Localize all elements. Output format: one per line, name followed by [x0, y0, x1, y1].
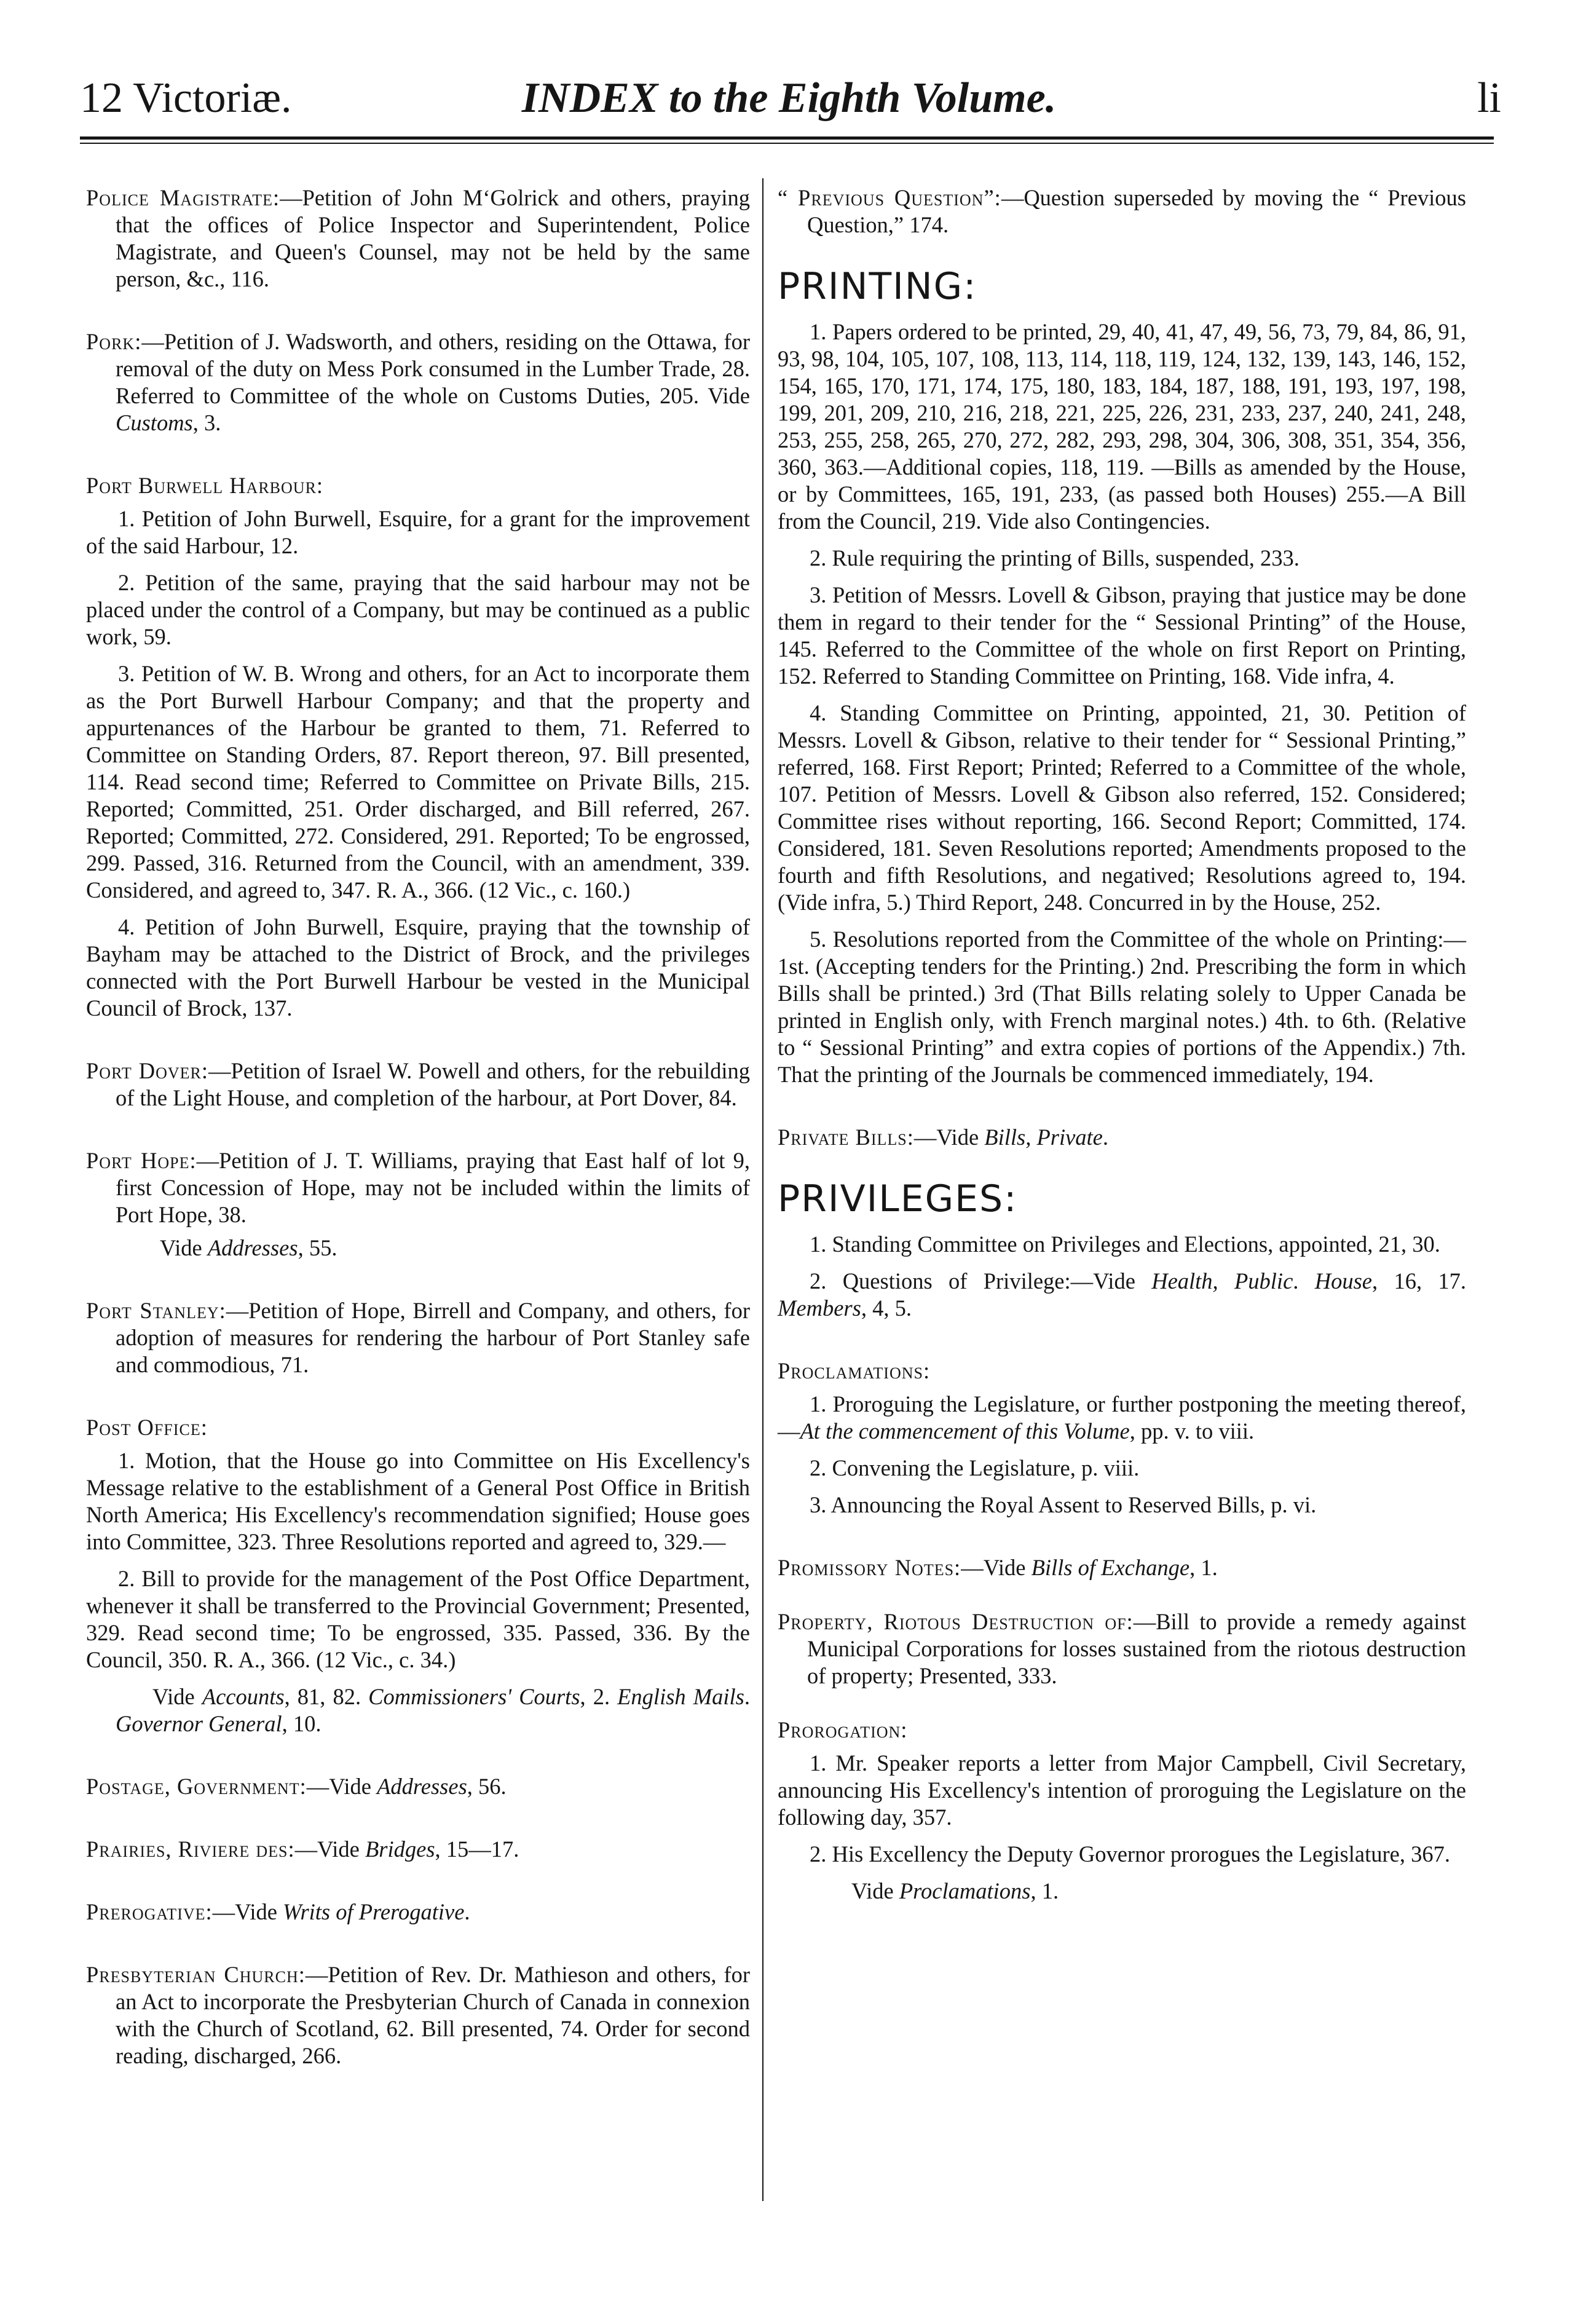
entry-head-line	[86, 472, 750, 499]
entry-head: Post Office:	[86, 1415, 208, 1440]
entry-promissory-notes	[778, 1554, 1466, 1581]
entry-port-stanley	[86, 1297, 750, 1378]
entry-head: Promissory Notes:	[778, 1555, 961, 1580]
cross-reference: English Mails	[617, 1684, 744, 1709]
sub-item: 2. Bill to provide for the management of the Post Office Department, whenever it shall be transferred to the Provincial Government; Presented, 329. Read second time; To be engrossed, 335. Passed, 336. By the Council, 350. R. A., 366. (12 Vic., c. 34.)	[86, 1566, 750, 1672]
sub-item: 3. Announcing the Royal Assent to Reserved Bills, p. vi.	[810, 1492, 1317, 1517]
section-heading-printing: PRINTING:	[778, 265, 977, 308]
entry-text: , 16, 17.	[1372, 1268, 1467, 1294]
cross-reference: Members	[778, 1295, 861, 1321]
cross-reference: Addresses	[207, 1235, 298, 1260]
entry-text: 1. Proroguing the Legislature, or further postponing the meeting thereof,—	[778, 1391, 1466, 1444]
entry-text: —Petition of John M‘Golrick and others, praying that the offices of Police Inspector and Superintendent, Police Magistrate, and Queen's Counsel, may not be held by the same person, &c., 116.	[116, 185, 750, 291]
vide-line	[86, 1235, 750, 1262]
cross-reference: Bills, Private	[984, 1124, 1103, 1150]
entry-head: Port Burwell Harbour:	[86, 473, 324, 498]
running-head-left: 12 Victoriæ.	[80, 74, 292, 122]
vide-label: Vide	[851, 1878, 899, 1903]
entry-head-line	[778, 1717, 1466, 1744]
header-rule-thin	[80, 143, 1494, 144]
cross-reference: Addresses	[377, 1774, 467, 1799]
entry-prairies-riviere-des	[86, 1836, 750, 1863]
entry-text: —Petition of Hope, Birrell and Company, and others, for adoption of measures for rendering the harbour of Port Stanley safe and commodious, 71.	[116, 1298, 750, 1377]
entry-text: —Petition of Israel W. Powell and others, for the rebuilding of the Light House, and completion of the harbour, at Port Dover, 84.	[116, 1058, 750, 1110]
sub-item: 3. Petition of W. B. Wrong and others, for an Act to incorporate them as the Port Burwell Harbour Company; and that the property and appurtenances of the Harbour be granted to them, 71. Referred to Committee on Standing Orders, 87. Report thereon, 97. Bill presented, 114. Read second time; Referred to Committee on Private Bills, 215. Reported; Committed, 251. Order discharged, and Bill referred, 267. Reported; Committed, 272. Considered, 291. Reported; To be engrossed, 299. Passed, 316. Returned from the Council, with an amendment, 339. Considered, and agreed to, 347. R. A., 366. (12 Vic., c. 160.)	[86, 661, 750, 903]
cross-reference: House	[1314, 1268, 1372, 1294]
entry-text: , 56.	[467, 1774, 507, 1799]
entry-text: , 4, 5.	[861, 1295, 912, 1321]
entry-proclamations	[778, 1358, 1466, 1519]
entry-head: Property, Riotous Destruction of:	[778, 1609, 1134, 1634]
entry-presbyterian-church	[86, 1961, 750, 2069]
entry-head: Police Magistrate:	[86, 185, 280, 210]
running-head-title: INDEX to the Eighth Volume.	[521, 74, 1057, 122]
header-rule-thick	[80, 136, 1494, 140]
sub-item: 2. Petition of the same, praying that the said harbour may not be placed under the control of a Company, but may be continued as a public work, 59.	[86, 570, 750, 649]
sub-item: 1. Mr. Speaker reports a letter from Major Campbell, Civil Secretary, announcing His Excellency's intention of proroguing the Legislature on the following day, 357.	[778, 1750, 1466, 1830]
sub-item: 2. Convening the Legislature, p. viii.	[810, 1455, 1140, 1480]
cross-reference: Health, Public	[1151, 1268, 1293, 1294]
entry-head: Prerogative:	[86, 1899, 213, 1924]
entry-police-magistrate	[86, 184, 750, 293]
cross-reference: Accounts	[202, 1684, 285, 1709]
entry-text: —Bill to provide a remedy against Municipal Corporations for losses sustained from the riotous destruction of property; Presented, 333.	[807, 1609, 1466, 1688]
left-column	[86, 184, 750, 2105]
entry-pork	[86, 328, 750, 437]
cross-reference: At the commencement of this Volume	[800, 1418, 1130, 1444]
sub-item: 1. Motion, that the House go into Committee on His Excellency's Message relative to the establishment of a General Post Office in British North America; His Excellency's recommendation signified; House goes into Committee, 323. Three Resolutions reported and agreed to, 329.—	[86, 1448, 750, 1554]
entry-head: Pork:	[86, 329, 142, 354]
cross-reference: Proclamations	[899, 1878, 1031, 1903]
entry-text: —Vide	[294, 1836, 365, 1862]
entry-post-office	[86, 1414, 750, 1737]
sub-item	[778, 1391, 1466, 1445]
entry-text: .	[1102, 1124, 1109, 1150]
right-column	[778, 184, 1466, 1940]
section-privileges	[778, 1178, 1466, 1322]
entry-head-line	[778, 1358, 1466, 1385]
entry-text: —Vide	[913, 1124, 985, 1150]
entry-port-dover	[86, 1057, 750, 1112]
cross-reference: Writs of Prerogative	[283, 1899, 465, 1924]
entry-text: —Question superseded by moving the “ Previous Question,” 174.	[807, 185, 1466, 237]
entry-head: “ Previous Question”:	[778, 185, 1001, 210]
entry-private-bills	[778, 1124, 1466, 1151]
entry-head: Port Dover:	[86, 1058, 209, 1083]
entry-property-riotous-destruction	[778, 1608, 1466, 1690]
section-heading-privileges: PRIVILEGES:	[778, 1177, 1018, 1220]
entry-port-hope	[86, 1147, 750, 1262]
cross-reference: Customs	[116, 410, 193, 435]
sub-item: 1. Papers ordered to be printed, 29, 40, 41, 47, 49, 56, 73, 79, 84, 86, 91, 93, 98, 104, 105, 107, 108, 113, 114, 118, 119, 124, 132, 139, 143, 146, 152, 154, 165, 170, 171, 174, 175, 180, 183, 184, 187, 188, 191, 193, 197, 198, 199, 201, 209, 210, 216, 218, 221, 225, 226, 231, 233, 237, 240, 241, 248, 253, 255, 258, 265, 270, 272, 282, 293, 298, 304, 306, 308, 351, 354, 356, 360, 363.—Additional copies, 118, 119. —Bills as amended by the House, or by Committees, 165, 191, 233, (as passed both Houses) 255.—A Bill from the Council, 219. Vide also Contingencies.	[778, 319, 1466, 534]
vide-line	[86, 1683, 750, 1737]
entry-text: —Vide	[212, 1899, 283, 1924]
entry-text: —Petition of J. T. Williams, praying that East half of lot 9, first Concession of Hope, may not be included within the limits of Port Hope, 38.	[116, 1148, 750, 1227]
entry-head: Prairies, Riviere des:	[86, 1836, 295, 1862]
entry-text: , 10.	[282, 1711, 322, 1736]
vide-label: Vide	[152, 1684, 202, 1709]
entry-text: 2. Questions of Privilege:—Vide	[810, 1268, 1152, 1294]
entry-head-line	[86, 1414, 750, 1441]
entry-text: , 2.	[580, 1684, 618, 1709]
entry-prerogative	[86, 1899, 750, 1926]
entry-body	[86, 1147, 750, 1228]
entry-text: —Petition of Rev. Dr. Mathieson and others, for an Act to incorporate the Presbyterian Church of Canada in connexion with the Church of Scotland, 62. Bill presented, 74. Order for second reading, discharged, 266.	[116, 1962, 750, 2068]
entry-text: —Vide	[961, 1555, 1032, 1580]
sub-item	[778, 1268, 1466, 1322]
entry-text: , pp. v. to viii.	[1129, 1418, 1255, 1444]
entry-text: .	[1293, 1268, 1315, 1294]
entry-head: Port Stanley:	[86, 1298, 226, 1323]
sub-item: 1. Petition of John Burwell, Esquire, for a grant for the improvement of the said Harbour, 12.	[86, 506, 750, 558]
vide-label: Vide	[160, 1235, 208, 1260]
cross-reference: Governor General	[116, 1711, 282, 1736]
sub-item: 4. Standing Committee on Printing, appointed, 21, 30. Petition of Messrs. Lovell & Gibson, relative to their tender for “ Sessional Printing,” referred, 168. First Report; Printed; Referred to a Committee of the whole, 107. Petition of Messrs. Lovell & Gibson also referred, 152. Considered; Committee rises without reporting, 166. Second Report; Committed, 174. Considered, 181. Seven Resolutions reported; Amendments proposed to the fourth and fifth Resolutions, and negatived; Resolutions agreed to, 194. (Vide infra, 5.) Third Report, 248. Concurred in by the House, 252.	[778, 700, 1466, 915]
entry-postage-government	[86, 1773, 750, 1800]
vide-line	[778, 1878, 1466, 1905]
entry-head: Prorogation:	[778, 1717, 908, 1742]
page-number: li	[1477, 74, 1501, 122]
section-printing	[778, 266, 1466, 1088]
sub-item: 3. Petition of Messrs. Lovell & Gibson, praying that justice may be done them in regard to their tender for the “ Sessional Printing” of the House, 145. Referred to the Committee of the whole on first Report on Printing, 152. Referred to Standing Committee on Printing, 168. Vide infra, 4.	[778, 582, 1466, 689]
entry-text: , 15—17.	[435, 1836, 519, 1862]
entry-text: , 3.	[192, 410, 221, 435]
entry-text: , 55.	[298, 1235, 337, 1260]
entry-text: .	[744, 1684, 750, 1709]
entry-text: , 81, 82.	[284, 1684, 369, 1709]
sub-item: 1. Standing Committee on Privileges and Elections, appointed, 21, 30.	[810, 1231, 1440, 1257]
entry-text: .	[464, 1899, 470, 1924]
entry-head: Private Bills:	[778, 1124, 914, 1150]
sub-item: 5. Resolutions reported from the Committee of the whole on Printing:—1st. (Accepting tenders for the Printing.) 2nd. Prescribing the form in which Bills shall be printed.) 3rd (That Bills relating solely to Upper Canada be printed in English only, with French marginal notes.) 4th. to 6th. (Relative to “ Sessional Printing” and extra copies of portions of the Appendix.) 7th. That the printing of the Journals be commenced immediately, 194.	[778, 927, 1466, 1087]
entry-text: —Vide	[306, 1774, 377, 1799]
entry-text: , 1.	[1189, 1555, 1218, 1580]
cross-reference: Commissioners' Courts	[368, 1684, 580, 1709]
entry-head: Proclamations:	[778, 1358, 931, 1383]
entry-prorogation	[778, 1717, 1466, 1905]
cross-reference: Bridges	[365, 1836, 435, 1862]
cross-reference: Bills of Exchange	[1031, 1555, 1190, 1580]
entry-port-burwell-harbour	[86, 472, 750, 1022]
entry-text: —Petition of J. Wadsworth, and others, residing on the Ottawa, for removal of the duty on Mess Pork consumed in the Lumber Trade, 28. Referred to Committee of the whole on Customs Duties, 205. Vide	[116, 329, 750, 408]
entry-head: Presbyterian Church:	[86, 1962, 306, 1987]
sub-item: 4. Petition of John Burwell, Esquire, praying that the township of Bayham may be attached to the District of Brock, and the privileges connected with the Port Burwell Harbour be vested in the Municipal Council of Brock, 137.	[86, 914, 750, 1021]
entry-head: Postage, Government:	[86, 1774, 307, 1799]
sub-item: 2. Rule requiring the printing of Bills, suspended, 233.	[810, 545, 1300, 571]
column-divider	[762, 178, 763, 2201]
entry-previous-question	[778, 184, 1466, 239]
sub-item: 2. His Excellency the Deputy Governor prorogues the Legislature, 367.	[810, 1841, 1450, 1867]
entry-text: , 1.	[1030, 1878, 1059, 1903]
entry-head: Port Hope:	[86, 1148, 197, 1173]
